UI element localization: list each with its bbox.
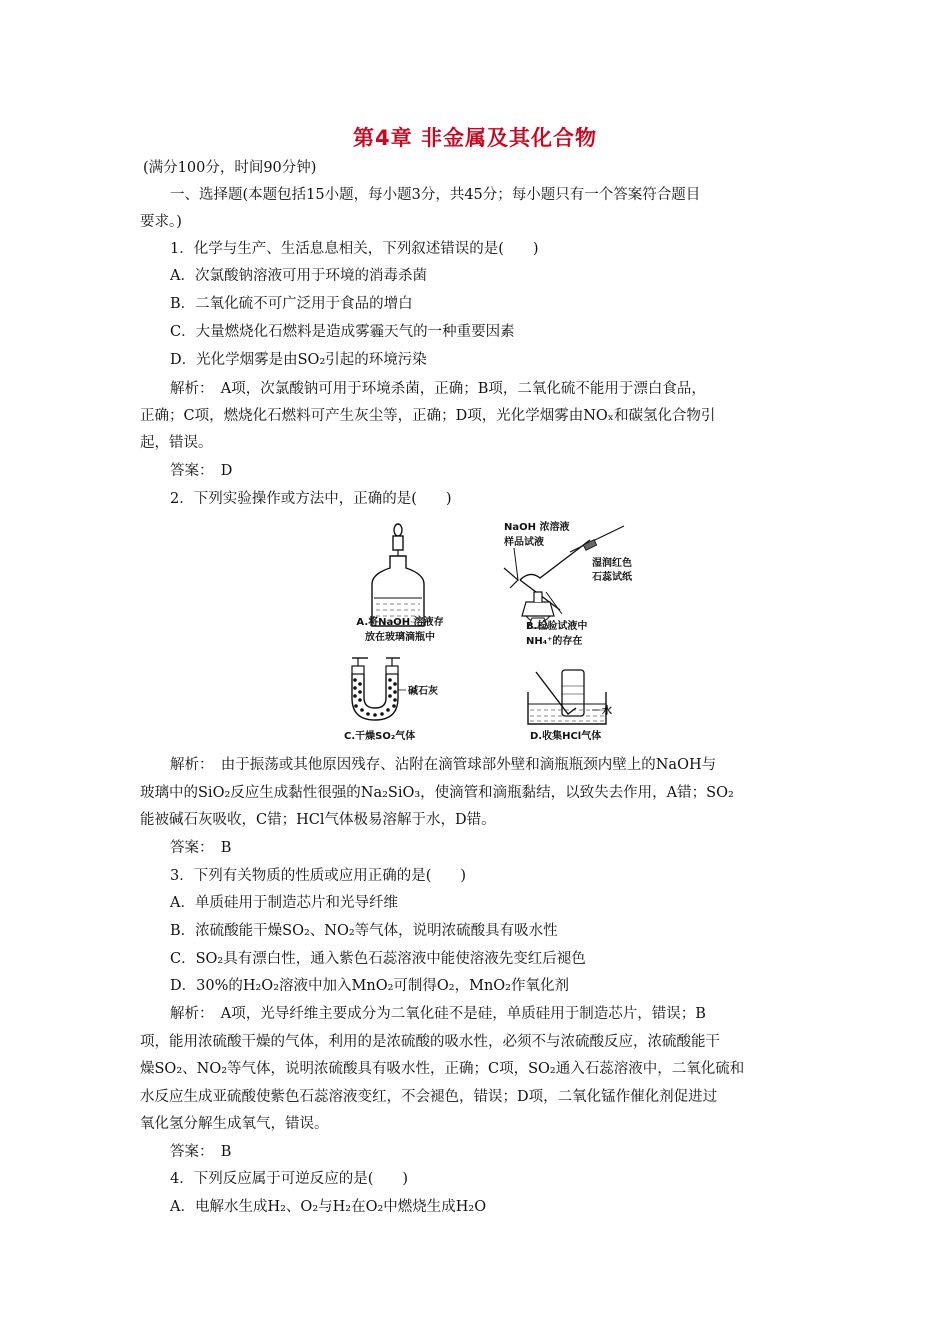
caption-c: C.干燥SO₂气体 [344,731,416,742]
label-water: 水 [602,706,612,717]
question-1: 1．化学与生产、生活息息相关，下列叙述错误的是( ) [170,241,539,257]
answer-line: 答案： D [170,463,233,479]
label-sample: 样品试液 [504,537,544,548]
caption-b-line2: NH₄⁺的存在 [526,636,583,647]
option-c: C．大量燃烧化石燃料是造成雾霾天气的一种重要因素 [170,324,515,340]
question-4: 4．下列反应属于可逆反应的是( ) [170,1171,409,1187]
analysis-line: 正确；C项，燃烧化石燃料可产生灰尘等，正确；D项，光化学烟雾由NOₓ和碳氢化合物引 [140,408,716,424]
figure-c-caption [340,726,460,744]
option-c: C．SO₂具有漂白性，通入紫色石蕊溶液中能使溶液先变红后褪色 [170,951,586,967]
label-naoh: NaOH 浓溶液 [504,522,570,533]
answer-line: 答案： B [170,840,232,856]
question-2: 2．下列实验操作或方法中，正确的是( ) [170,491,452,507]
analysis-line: 水反应生成亚硫酸使紫色石蕊溶液变红，不会褪色，错误；D项，二氧化锰作催化剂促进过 [140,1089,718,1105]
caption-d: D.收集HCl气体 [530,731,602,742]
analysis-line: 能被碱石灰吸收，C错；HCl气体极易溶解于水，D错。 [140,812,496,828]
option-a: A．单质硅用于制造芯片和光导纤维 [170,895,398,911]
chapter-title: 第4章 非金属及其化合物 [353,126,597,150]
caption-b-line1: B.检验试液中 [526,621,588,632]
analysis-line: 起，错误。 [140,435,213,451]
option-a: A．次氯酸钠溶液可用于环境的消毒杀菌 [170,268,427,284]
analysis-line: 玻璃中的SiO₂反应生成黏性很强的Na₂SiO₃，使滴管和滴瓶黏结，以致失去作用，A错；SO₂ [140,785,734,801]
option-d: D．光化学烟雾是由SO₂引起的环境污染 [170,352,427,368]
analysis-line: 氧化氢分解生成氧气，错误。 [140,1116,329,1132]
option-b: B．二氧化硫不可广泛用于食品的增白 [170,296,413,312]
analysis-line: 解析： A项，光导纤维主要成分为二氧化硅不是硅，单质硅用于制造芯片，错误；B [170,1006,706,1022]
question-3: 3．下列有关物质的性质或应用正确的是( ) [170,868,467,884]
analysis-line: 燥SO₂、NO₂等气体，说明浓硫酸具有吸水性，正确；C项，SO₂通入石蕊溶液中，二氧化硫和 [140,1061,745,1077]
caption-a-line2: 放在玻璃滴瓶中 [365,632,435,643]
text-line: 要求。) [140,214,182,230]
option-b: B．浓硫酸能干燥SO₂、NO₂等气体，说明浓硫酸具有吸水性 [170,923,558,939]
label-litmus-2: 石蕊试纸 [592,572,632,583]
figure-d [522,664,632,728]
analysis-line: 解析： 由于振荡或其他原因残存、沾附在滴管球部外壁和滴瓶瓶颈内壁上的NaOH与 [170,757,717,773]
text-line: (满分100分，时间90分钟) [143,160,317,176]
text-line: 一、选择题(本题包括15小题，每小题3分，共45分；每小题只有一个答案符合题目 [170,187,701,203]
caption-a-line1: A.将NaOH 溶液存 [356,617,444,628]
label-soda-lime: 碱石灰 [408,686,438,697]
figure-a-caption [330,614,470,646]
option-d: D．30%的H₂O₂溶液中加入MnO₂可制得O₂，MnO₂作氧化剂 [170,978,569,994]
analysis-line: 解析： A项，次氯酸钠可用于环境杀菌，正确；B项，二氧化硫不能用于漂白食品， [170,381,706,397]
label-litmus-1: 湿润红色 [592,558,632,569]
figure-b-caption [520,618,640,650]
figure-c [338,654,458,726]
figure-d-caption [526,726,636,744]
analysis-line: 项，能用浓硫酸干燥的气体，利用的是浓硫酸的吸水性，必须不与浓硫酸反应，浓硫酸能干 [140,1034,720,1050]
option-a: A．电解水生成H₂、O₂与H₂在O₂中燃烧生成H₂O [170,1199,487,1215]
answer-line: 答案： B [170,1144,232,1160]
